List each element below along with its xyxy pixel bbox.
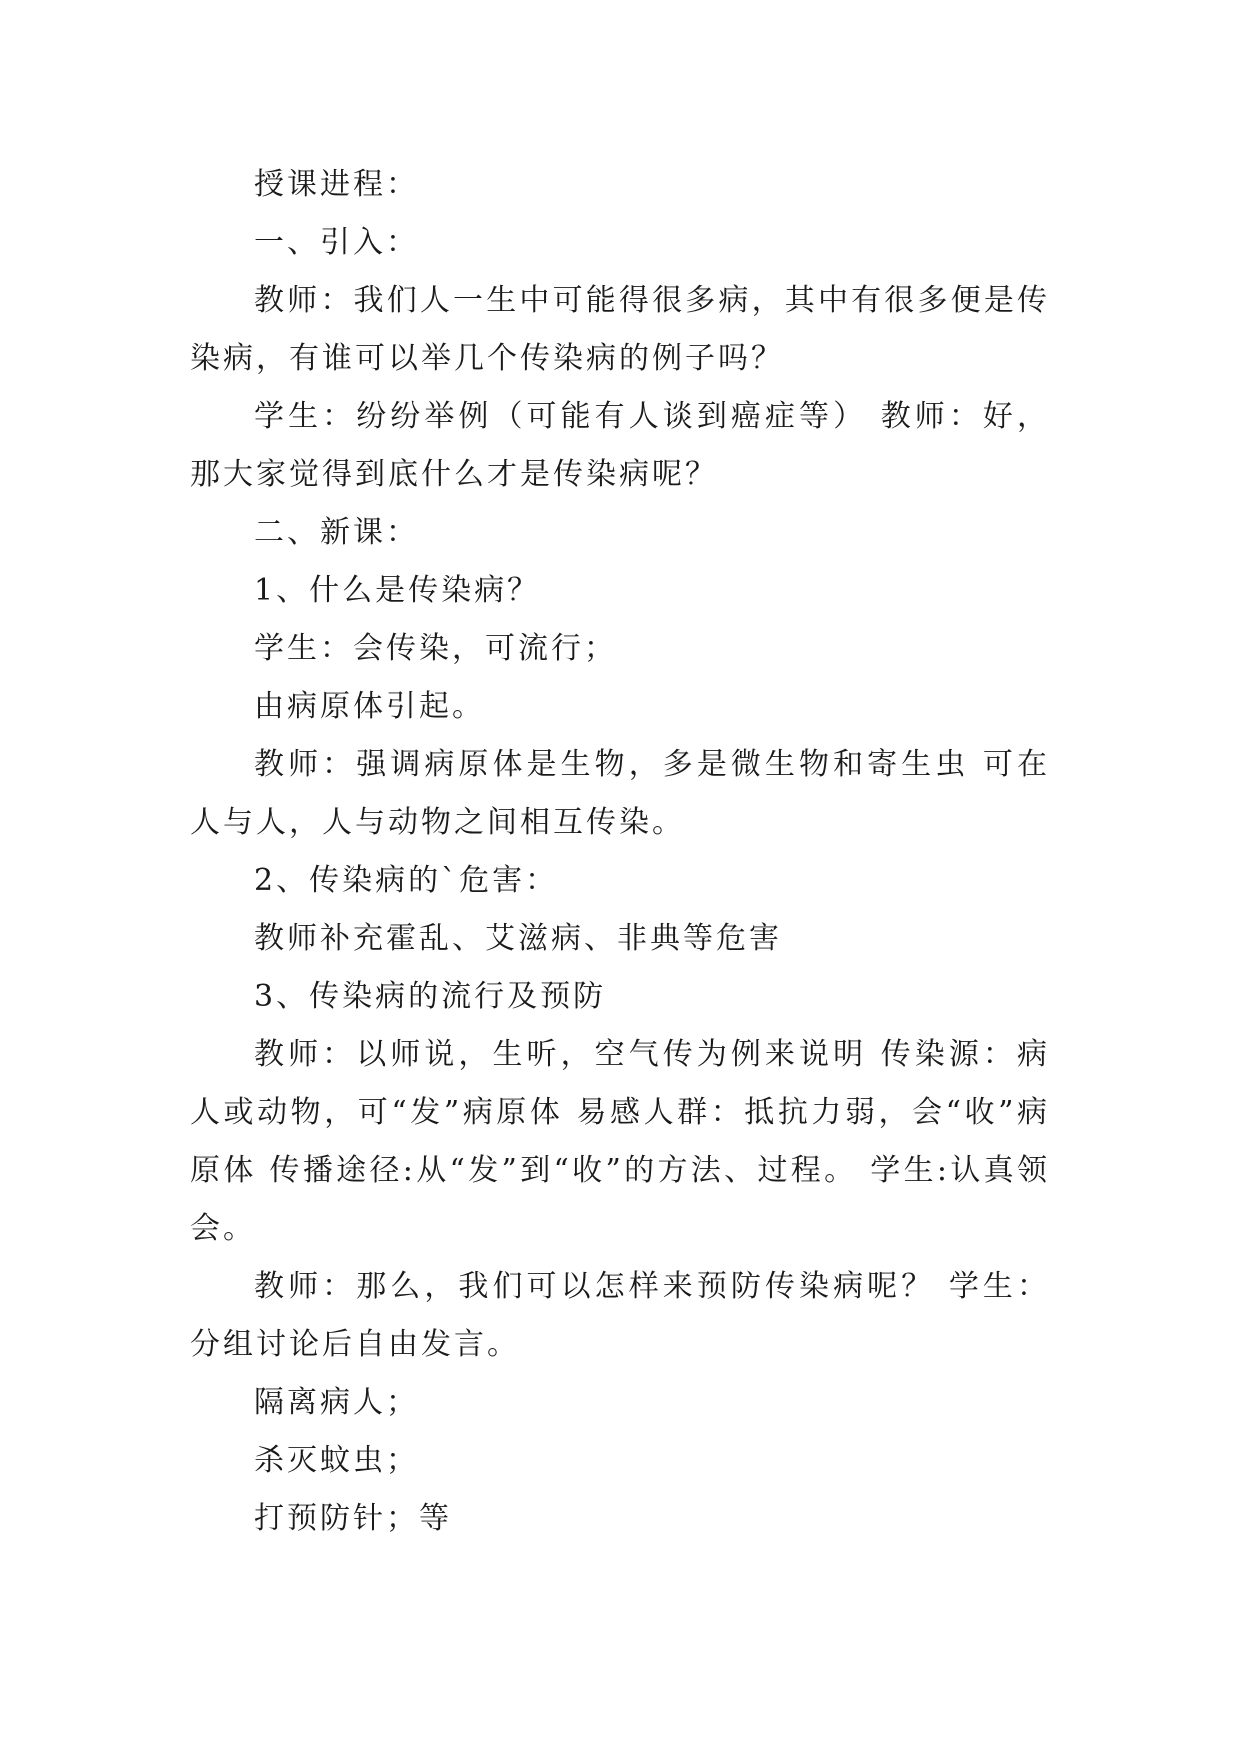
paragraph-vaccination: 打预防针；等 xyxy=(254,1501,452,1536)
paragraph-student-examples: 学生：纷纷举例（可能有人谈到癌症等） 教师：好，那大家觉得到底什么才是传染病呢？ xyxy=(190,399,1050,492)
paragraph-student-answer: 学生：会传染，可流行； xyxy=(254,631,617,666)
paragraph-teacher-prevention-question: 教师：那么，我们可以怎样来预防传染病呢？ 学生：分组讨论后自由发言。 xyxy=(190,1269,1050,1362)
paragraph-teacher-emphasis: 教师：强调病原体是生物，多是微生物和寄生虫 可在人与人，人与动物之间相互传染。 xyxy=(190,747,1050,840)
paragraph-teacher-transmission: 教师：以师说，生听，空气传为例来说明 传染源：病人或动物，可“发”病原体 易感人群：抵抗力弱，会“收”病原体 传播途径:从“发”到“收”的方法、过程。 学生:认真领会。 xyxy=(190,1037,1050,1246)
paragraph-what-is-infectious-disease: 1、什么是传染病？ xyxy=(254,573,541,608)
paragraph-isolate-patients: 隔离病人； xyxy=(254,1385,419,1420)
paragraph-heading-progress: 授课进程： xyxy=(254,167,419,202)
paragraph-section-intro: 一、引入： xyxy=(254,225,419,260)
document-body xyxy=(190,156,1050,1548)
paragraph-spread-prevention-heading: 3、传染病的流行及预防 xyxy=(254,979,607,1014)
paragraph-section-new-lesson: 二、新课： xyxy=(254,515,419,550)
paragraph-teacher-harm-examples: 教师补充霍乱、艾滋病、非典等危害 xyxy=(254,921,782,956)
paragraph-kill-mosquitoes: 杀灭蚊虫； xyxy=(254,1443,419,1478)
paragraph-teacher-question: 教师：我们人一生中可能得很多病，其中有很多便是传染病，有谁可以举几个传染病的例子吗？ xyxy=(190,283,1050,376)
paragraph-pathogen-cause: 由病原体引起。 xyxy=(254,689,485,724)
paragraph-harm-heading: 2、传染病的`危害： xyxy=(254,863,559,898)
